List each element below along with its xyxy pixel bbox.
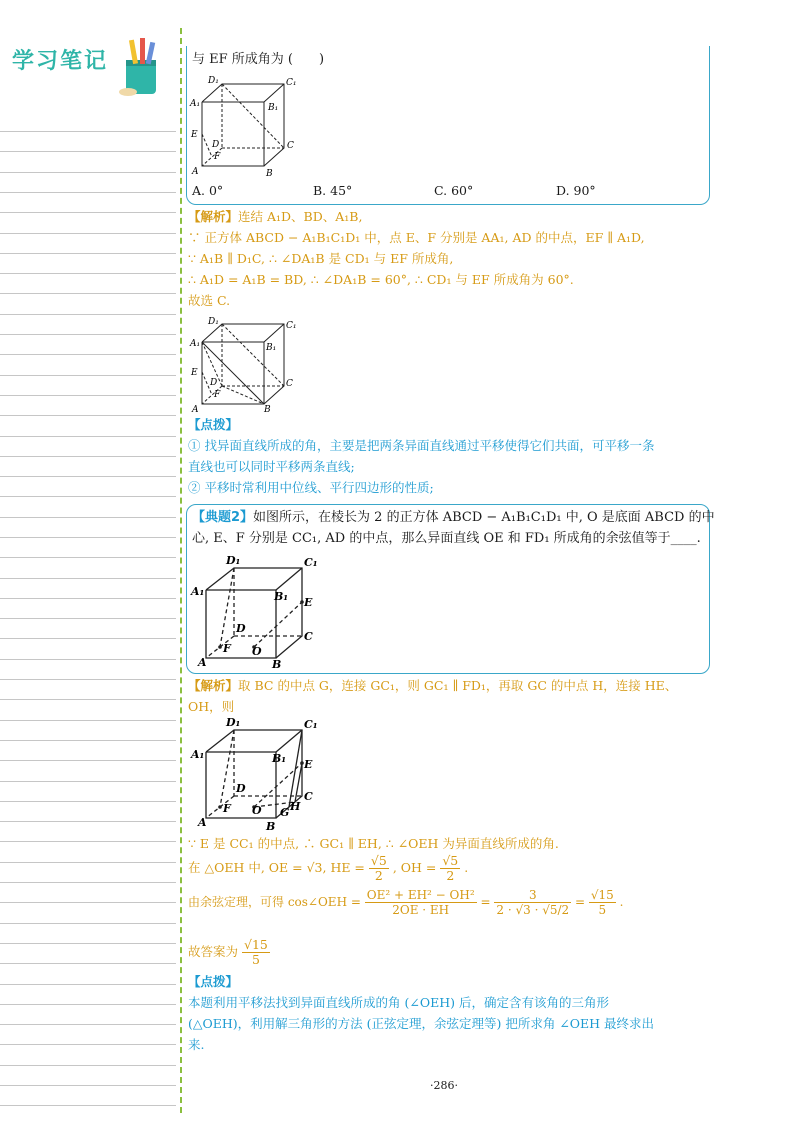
note-line xyxy=(0,1105,176,1106)
cube-figure-4 xyxy=(186,714,326,832)
solution2-line3: ∵ E 是 CC₁ 的中点, ∴ GC₁ ∥ EH, ∴ ∠OEH 为异面直线所成的角. xyxy=(188,836,559,851)
note-line xyxy=(0,496,176,497)
note-line xyxy=(0,314,176,315)
label-A: A xyxy=(198,656,207,669)
label-E: E xyxy=(304,758,313,771)
solution2-line5 xyxy=(188,888,623,917)
solution2-answer xyxy=(188,938,270,967)
line5-part-d: . xyxy=(619,895,624,909)
tip1-line1: ① 找异面直线所成的角，主要是把两条异面直线通过平移使得它们共面，可平移一条 xyxy=(188,438,655,453)
label-E: E xyxy=(191,130,198,140)
label-C1: C₁ xyxy=(304,718,318,731)
question1-prompt: 与 EF 所成角为 ( ) xyxy=(192,52,325,67)
fraction-cosine-law xyxy=(365,888,477,917)
label-D: D xyxy=(236,622,246,635)
tip2-tag: 【点拨】 xyxy=(188,974,239,989)
frac-den: 2 xyxy=(446,868,455,883)
label-A: A xyxy=(198,816,207,829)
frac-num: √15 xyxy=(590,888,614,902)
label-O: O xyxy=(252,804,262,817)
page-number: ·286· xyxy=(430,1079,458,1092)
note-line xyxy=(0,841,176,842)
label-E: E xyxy=(191,368,198,378)
answer-label: 故答案为 xyxy=(188,944,239,959)
label-D: D xyxy=(236,782,246,795)
label-A1: A₁ xyxy=(190,99,201,109)
note-line xyxy=(0,557,176,558)
label-F: F xyxy=(223,802,231,815)
label-C1: C₁ xyxy=(286,321,297,331)
label-O: O xyxy=(252,645,262,658)
line4-part-b: , OH = xyxy=(392,860,437,875)
note-line xyxy=(0,902,176,903)
tip1-line2: 直线也可以同时平移两条直线; xyxy=(188,459,355,474)
frac-num: √5 xyxy=(370,853,387,868)
option-c: C. 60° xyxy=(434,183,474,198)
solution1-line5: 故选 C. xyxy=(188,293,231,308)
label-C: C xyxy=(286,379,293,389)
tip2-line2: (△OEH)，利用解三角形的方法 (正弦定理，余弦定理等) 把所求角 ∠OEH 最终求出 xyxy=(188,1016,655,1031)
question2-tag: 【典题2】 xyxy=(192,510,254,525)
question2-line1 xyxy=(192,510,715,526)
label-D: D xyxy=(210,378,218,388)
note-line xyxy=(0,1085,176,1086)
sidebar-title: 学习笔记 xyxy=(12,49,109,74)
note-line xyxy=(0,253,176,254)
note-line xyxy=(0,943,176,944)
question2-line2: 心, E、F 分别是 CC₁, AD 的中点，那么异面直线 OE 和 FD₁ 所成角的余弦值等于____. xyxy=(192,531,701,546)
note-line xyxy=(0,984,176,985)
note-line xyxy=(0,882,176,883)
note-line xyxy=(0,1044,176,1045)
option-b: B. 45° xyxy=(313,183,353,198)
note-line xyxy=(0,740,176,741)
note-line xyxy=(0,334,176,335)
note-line xyxy=(0,354,176,355)
note-line xyxy=(0,618,176,619)
frac-den: 2OE · EH xyxy=(392,903,450,917)
label-B: B xyxy=(266,169,273,179)
note-line xyxy=(0,517,176,518)
fraction-sqrt5-over-2 xyxy=(369,854,389,883)
label-C: C xyxy=(287,141,294,151)
fraction-substituted xyxy=(494,888,571,917)
question2-text1: 如图所示，在棱长为 2 的正方体 ABCD − A₁B₁C₁D₁ 中, O 是底面 ABCD 的中 xyxy=(253,510,715,525)
label-C1: C₁ xyxy=(286,78,297,88)
frac-den: 5 xyxy=(598,903,607,917)
line4-part-a: 在 △OEH 中, OE = √3, HE = xyxy=(188,860,365,875)
label-E: E xyxy=(304,596,313,609)
tip1-tag: 【点拨】 xyxy=(188,417,239,432)
note-line xyxy=(0,1024,176,1025)
note-line xyxy=(0,375,176,376)
solution1-line2: ∵ 正方体 ABCD − A₁B₁C₁D₁ 中，点 E、F 分别是 AA₁, AD 的中点，EF ∥ A₁D, xyxy=(188,230,645,245)
note-line xyxy=(0,395,176,396)
label-D1: D₁ xyxy=(208,76,219,86)
note-line xyxy=(0,192,176,193)
note-line xyxy=(0,131,176,132)
label-C1: C₁ xyxy=(304,556,318,569)
solution1-text1: 连结 A₁D、BD、A₁B, xyxy=(238,209,363,224)
note-line xyxy=(0,679,176,680)
fraction-sqrt5-over-2-b xyxy=(440,854,460,883)
option-a: A. 0° xyxy=(192,183,224,198)
note-line xyxy=(0,821,176,822)
label-A: A xyxy=(192,167,199,177)
solution2-line1 xyxy=(188,678,677,694)
note-line xyxy=(0,212,176,213)
fraction-result xyxy=(589,888,616,917)
label-D: D xyxy=(212,140,220,150)
solution2-text1: 取 BC 的中点 G，连接 GC₁，则 GC₁ ∥ FD₁，再取 GC 的中点 H，连接 HE、 xyxy=(238,678,678,693)
frac-den: 2 xyxy=(374,868,383,883)
label-B1: B₁ xyxy=(268,103,279,113)
label-F: F xyxy=(214,390,221,400)
note-line xyxy=(0,537,176,538)
note-line xyxy=(0,293,176,294)
fraction-answer xyxy=(242,938,270,967)
note-line xyxy=(0,415,176,416)
option-d: D. 90° xyxy=(556,183,596,198)
line5-part-b: = xyxy=(480,895,491,909)
note-line xyxy=(0,436,176,437)
cube-figure-3 xyxy=(186,548,326,670)
note-line xyxy=(0,659,176,660)
label-A1: A₁ xyxy=(191,585,205,598)
note-line xyxy=(0,578,176,579)
tip2-line1: 本题利用平移法找到异面直线所成的角 (∠OEH) 后，确定含有该角的三角形 xyxy=(188,995,609,1010)
label-H: H xyxy=(290,800,301,813)
label-B1: B₁ xyxy=(274,590,289,603)
frac-num: √5 xyxy=(442,853,459,868)
label-B: B xyxy=(264,405,271,414)
note-line xyxy=(0,963,176,964)
label-B1: B₁ xyxy=(272,752,287,765)
cube-figure-2 xyxy=(186,314,306,414)
solution2-tag: 【解析】 xyxy=(188,678,239,693)
label-F: F xyxy=(214,152,221,162)
note-line xyxy=(0,862,176,863)
label-F: F xyxy=(223,642,231,655)
note-line xyxy=(0,1004,176,1005)
line4-part-c: . xyxy=(464,860,469,875)
dashed-separator xyxy=(180,28,182,1113)
note-line xyxy=(0,720,176,721)
line5-part-c: = xyxy=(574,895,586,909)
note-line xyxy=(0,638,176,639)
note-line xyxy=(0,598,176,599)
frac-den: 2 · √3 · √5/2 xyxy=(496,903,570,917)
note-line xyxy=(0,456,176,457)
frac-num: OE² + EH² − OH² xyxy=(366,888,475,902)
label-D1: D₁ xyxy=(208,317,219,327)
label-D1: D₁ xyxy=(226,554,241,567)
tip2-line3: 来. xyxy=(188,1037,205,1052)
note-line xyxy=(0,801,176,802)
label-B: B xyxy=(266,820,276,832)
tip1-line3: ② 平移时常利用中位线、平行四边形的性质; xyxy=(188,480,434,495)
note-line xyxy=(0,1065,176,1066)
cube-figure-1 xyxy=(186,70,306,180)
frac-num: √15 xyxy=(244,937,268,952)
note-line xyxy=(0,151,176,152)
label-B: B xyxy=(272,658,282,670)
label-D1: D₁ xyxy=(226,716,241,729)
note-line xyxy=(0,781,176,782)
label-C: C xyxy=(304,630,313,643)
solution1-line1 xyxy=(188,209,362,225)
pencil-cup-icon xyxy=(118,36,166,98)
note-line xyxy=(0,760,176,761)
label-A1: A₁ xyxy=(190,339,201,349)
note-line xyxy=(0,172,176,173)
note-line xyxy=(0,476,176,477)
label-A1: A₁ xyxy=(191,748,205,761)
frac-den: 5 xyxy=(251,952,260,967)
solution2-line4 xyxy=(188,854,468,883)
solution2-line2: OH，则 xyxy=(188,699,235,714)
note-line xyxy=(0,699,176,700)
note-line xyxy=(0,923,176,924)
line5-part-a: 由余弦定理，可得 cos∠OEH = xyxy=(188,895,361,909)
solution1-line3: ∵ A₁B ∥ D₁C, ∴ ∠DA₁B 是 CD₁ 与 EF 所成角, xyxy=(188,251,454,266)
frac-num: 3 xyxy=(494,888,571,903)
note-line xyxy=(0,233,176,234)
note-line xyxy=(0,273,176,274)
label-G: G xyxy=(280,806,290,819)
label-C: C xyxy=(304,790,313,803)
solution1-line4: ∴ A₁D = A₁B = BD, ∴ ∠DA₁B = 60°, ∴ CD₁ 与 EF 所成角为 60°. xyxy=(188,272,574,287)
label-B1: B₁ xyxy=(266,343,277,353)
solution-tag: 【解析】 xyxy=(188,209,239,224)
label-A: A xyxy=(192,405,199,414)
